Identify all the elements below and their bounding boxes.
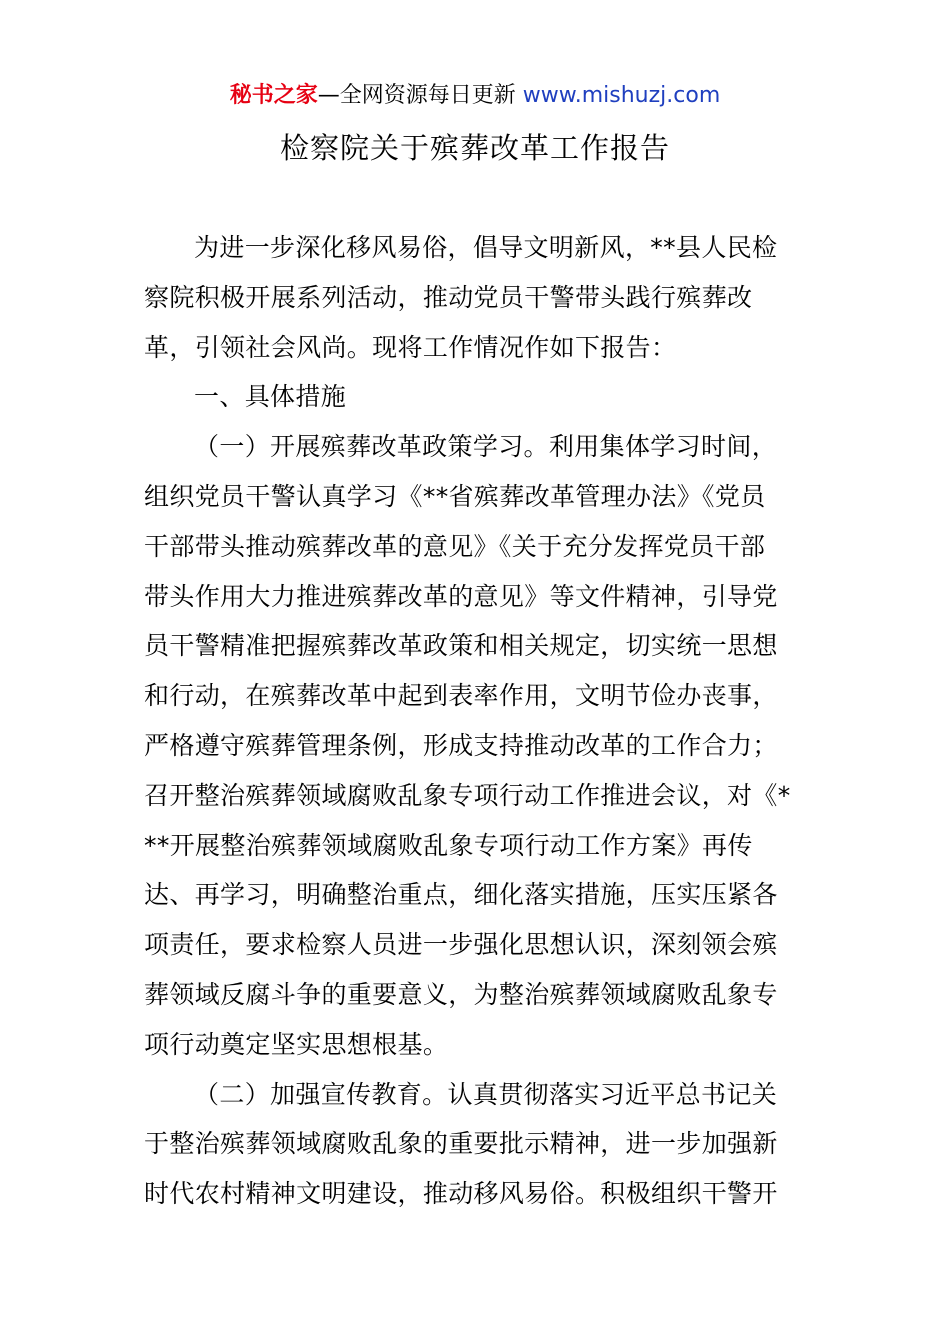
brand-name: 秘书之家: [229, 83, 318, 108]
paragraph-line: 召开整治殡葬领域腐败乱象专项行动工作推进会议，对《*: [144, 780, 791, 810]
document-body: [144, 223, 806, 1219]
document-title: 检察院关于殡葬改革工作报告: [279, 131, 670, 165]
header-tagline: —全网资源每日更新: [317, 83, 523, 108]
paragraph-line: 干部带头推动殡葬改革的意见》《关于充分发挥党员干部: [144, 531, 766, 561]
paragraph-line: 达、再学习，明确整治重点，细化落实措施，压实压紧各: [144, 880, 778, 910]
site-url-link[interactable]: www.mishuzj.com: [522, 83, 721, 108]
paragraph-line: 于整治殡葬领域腐败乱象的重要批示精神，进一步加强新: [144, 1129, 778, 1159]
paragraph-line: 察院积极开展系列活动，推动党员干警带头践行殡葬改: [144, 282, 753, 312]
paragraph-line: （一）开展殡葬改革政策学习。利用集体学习时间，: [194, 432, 778, 462]
paragraph-line: 革，引领社会风尚。现将工作情况作如下报告：: [144, 332, 677, 362]
section-heading: 一、具体措施: [194, 382, 347, 412]
paragraph-line: 带头作用大力推进殡葬改革的意见》等文件精神，引导党: [144, 581, 778, 611]
paragraph-line: 项责任，要求检察人员进一步强化思想认识，深刻领会殡: [144, 930, 778, 960]
paragraph-line: **开展整治殡葬领域腐败乱象专项行动工作方案》再传: [144, 830, 753, 860]
paragraph-line: 为进一步深化移风易俗，倡导文明新风，**县人民检: [194, 233, 778, 262]
paragraph-line: 和行动，在殡葬改革中起到表率作用，文明节俭办丧事，: [144, 681, 778, 711]
paragraph-line: 严格遵守殡葬管理条例，形成支持推动改革的工作合力；: [144, 730, 778, 760]
paragraph-line: 组织党员干警认真学习《**省殡葬改革管理办法》《党员: [144, 481, 766, 511]
site-header: [0, 80, 950, 112]
paragraph-line: （二）加强宣传教育。认真贯彻落实习近平总书记关: [194, 1079, 778, 1109]
paragraph-line: 葬领域反腐斗争的重要意义，为整治殡葬领域腐败乱象专: [144, 979, 778, 1009]
paragraph-line: 员干警精准把握殡葬改革政策和相关规定，切实统一思想: [144, 631, 778, 661]
paragraph-line: 时代农村精神文明建设，推动移风易俗。积极组织干警开: [144, 1179, 778, 1209]
paragraph-line: 项行动奠定坚实思想根基。: [144, 1029, 449, 1059]
